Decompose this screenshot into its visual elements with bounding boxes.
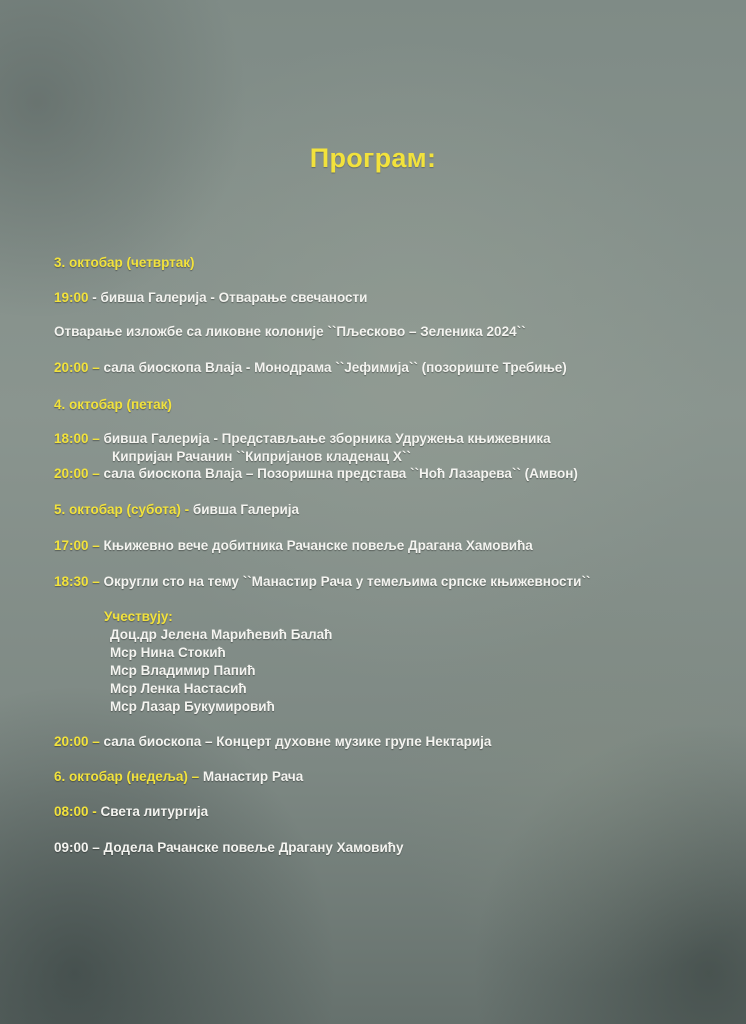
event-time: 20:00 – (54, 734, 100, 749)
day-heading: 6. октобар (недеља) – (54, 769, 200, 784)
participant-item: Доц.др Јелена Марићевић Балаћ (110, 627, 333, 642)
event-time: 20:00 – (54, 360, 100, 375)
participant-item: Мср Ленка Настасић (110, 681, 247, 696)
event-text: бивша Галерија - Представљање зборника Удружења књижевника (99, 431, 551, 446)
event-time: 18:00 – (54, 431, 100, 446)
event-line (54, 803, 208, 821)
event-text: Округли сто на тему ``Манастир Рача у темељима српске књижевности`` (99, 574, 591, 589)
page-title: Програм: (309, 143, 437, 173)
day-heading: 3. октобар (четвртак) (54, 255, 195, 270)
participants-label: Учествују: (104, 609, 173, 624)
event-line (54, 430, 551, 448)
event-time: 19:00 (54, 290, 89, 305)
day-heading-line (54, 501, 299, 519)
event-text: - бивша Галерија - Отварање свечаности (88, 290, 368, 305)
event-line: 09:00 – Додела Рачанске повеље Драгану Хамовићу (54, 840, 404, 855)
day-place: Манастир Рача (199, 769, 304, 784)
event-time: 17:00 – (54, 538, 100, 553)
day-heading: 4. октобар (петак) (54, 397, 172, 412)
event-time: 20:00 – (54, 466, 100, 481)
event-line (54, 359, 567, 377)
event-text: Света литургија (96, 804, 209, 819)
event-line (54, 733, 491, 751)
participant-item: Мср Нина Стокић (110, 645, 226, 660)
event-text: Књижевно вече добитника Рачанске повеље Драгана Хамовића (99, 538, 533, 553)
event-line (54, 573, 590, 591)
event-time: 18:30 – (54, 574, 100, 589)
event-line (54, 537, 533, 555)
event-line-continued: Кипријан Рачанин ``Кипријанов кладенац Х`` (112, 449, 411, 464)
event-line (54, 465, 578, 483)
event-line (54, 289, 367, 307)
event-time: 08:00 - (54, 804, 97, 819)
participant-item: Мср Владимир Папић (110, 663, 256, 678)
event-text: сала биоскопа Влаја - Монодрама ``Јефимија`` (позориште Требиње) (99, 360, 567, 375)
event-text: сала биоскопа Влаја – Позоришна представа ``Ноћ Лазарева`` (Амвон) (99, 466, 578, 481)
day-heading-line (54, 768, 303, 786)
event-text: сала биоскопа – Концерт духовне музике групе Нектарија (99, 734, 492, 749)
day-heading: 5. октобар (субота) - (54, 502, 190, 517)
day-place: бивша Галерија (189, 502, 300, 517)
participant-item: Мср Лазар Букумировић (110, 699, 275, 714)
event-line: Отварање изложбе са ликовне колоније ``Пљесково – Зеленика 2024`` (54, 324, 526, 339)
